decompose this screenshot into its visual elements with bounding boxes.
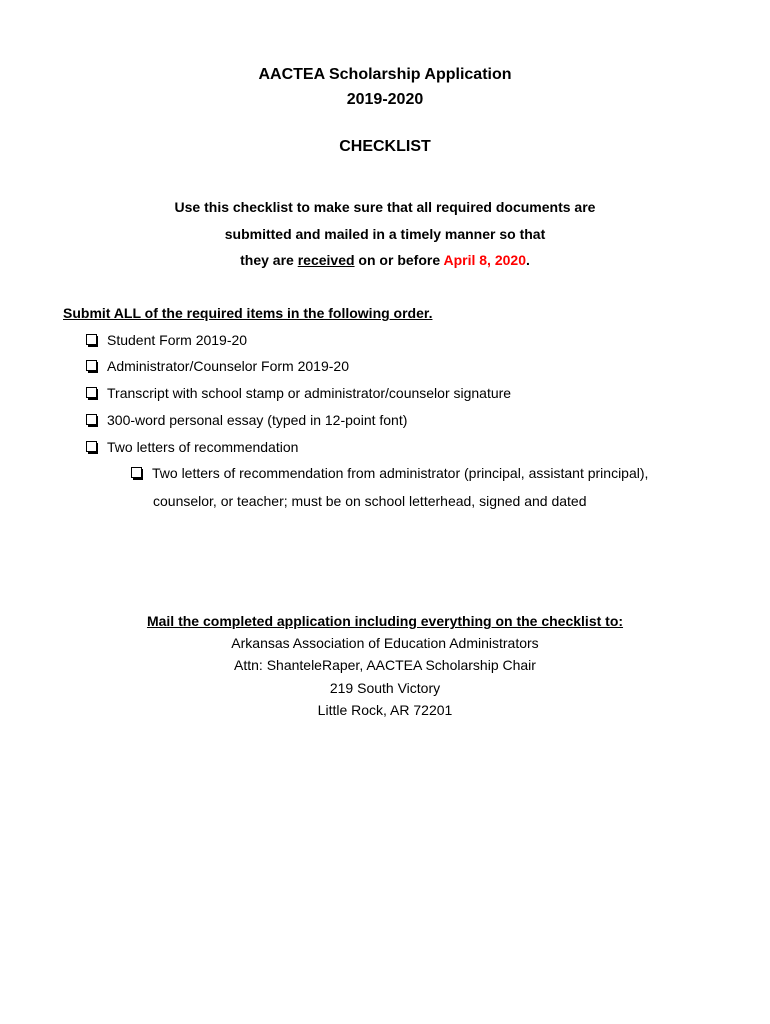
checkbox-icon[interactable]: [86, 360, 99, 373]
checklist-item: [86, 385, 511, 401]
deadline-date: April 8, 2020: [443, 252, 526, 268]
checklist-sub-item: [131, 465, 648, 481]
checkbox-icon[interactable]: [86, 387, 99, 400]
intro-line-2: submitted and mailed in a timely manner so that: [224, 226, 546, 242]
checklist-item: [86, 358, 349, 374]
checklist-item: [86, 439, 298, 455]
checklist-item-label: 300-word personal essay (typed in 12-point font): [107, 412, 408, 428]
checklist-sub-item-label: Two letters of recommendation from administrator (principal, assistant principal),: [152, 465, 649, 481]
checklist-instruction: Submit ALL of the required items in the following order.: [63, 305, 433, 321]
mailing-heading: Mail the completed application including everything on the checklist to:: [146, 613, 624, 629]
checklist-item-label: Student Form 2019-20: [107, 332, 248, 348]
checklist-item-label: Two letters of recommendation: [107, 439, 299, 455]
checklist-sub-item-continuation: counselor, or teacher; must be on school letterhead, signed and dated: [153, 493, 587, 509]
address-line: Arkansas Association of Education Administrators: [231, 635, 539, 651]
checklist-heading: CHECKLIST: [339, 138, 431, 155]
checklist-item: [86, 332, 247, 348]
intro-line-3: [0, 252, 770, 268]
checklist-item-label: Administrator/Counselor Form 2019-20: [107, 358, 349, 374]
checkbox-icon[interactable]: [86, 414, 99, 427]
intro-line-3-middle: on or before: [354, 252, 444, 268]
checkbox-icon[interactable]: [131, 467, 144, 480]
checkbox-icon[interactable]: [86, 334, 99, 347]
intro-line-3-suffix: .: [525, 252, 530, 268]
address-line: Attn: ShanteleRaper, AACTEA Scholarship Chair: [234, 657, 536, 673]
intro-line-3-prefix: they are: [240, 252, 298, 268]
address-line: 219 South Victory: [329, 680, 441, 696]
received-emphasis: received: [297, 252, 355, 268]
intro-line-1: Use this checklist to make sure that all required documents are: [174, 199, 596, 215]
checkbox-icon[interactable]: [86, 441, 99, 454]
document-year: 2019-2020: [346, 91, 424, 108]
checklist-item-label: Transcript with school stamp or administrator/counselor signature: [107, 385, 512, 401]
checklist-item: [86, 412, 407, 428]
document-title: AACTEA Scholarship Application: [258, 66, 512, 83]
address-line: Little Rock, AR 72201: [317, 702, 453, 718]
